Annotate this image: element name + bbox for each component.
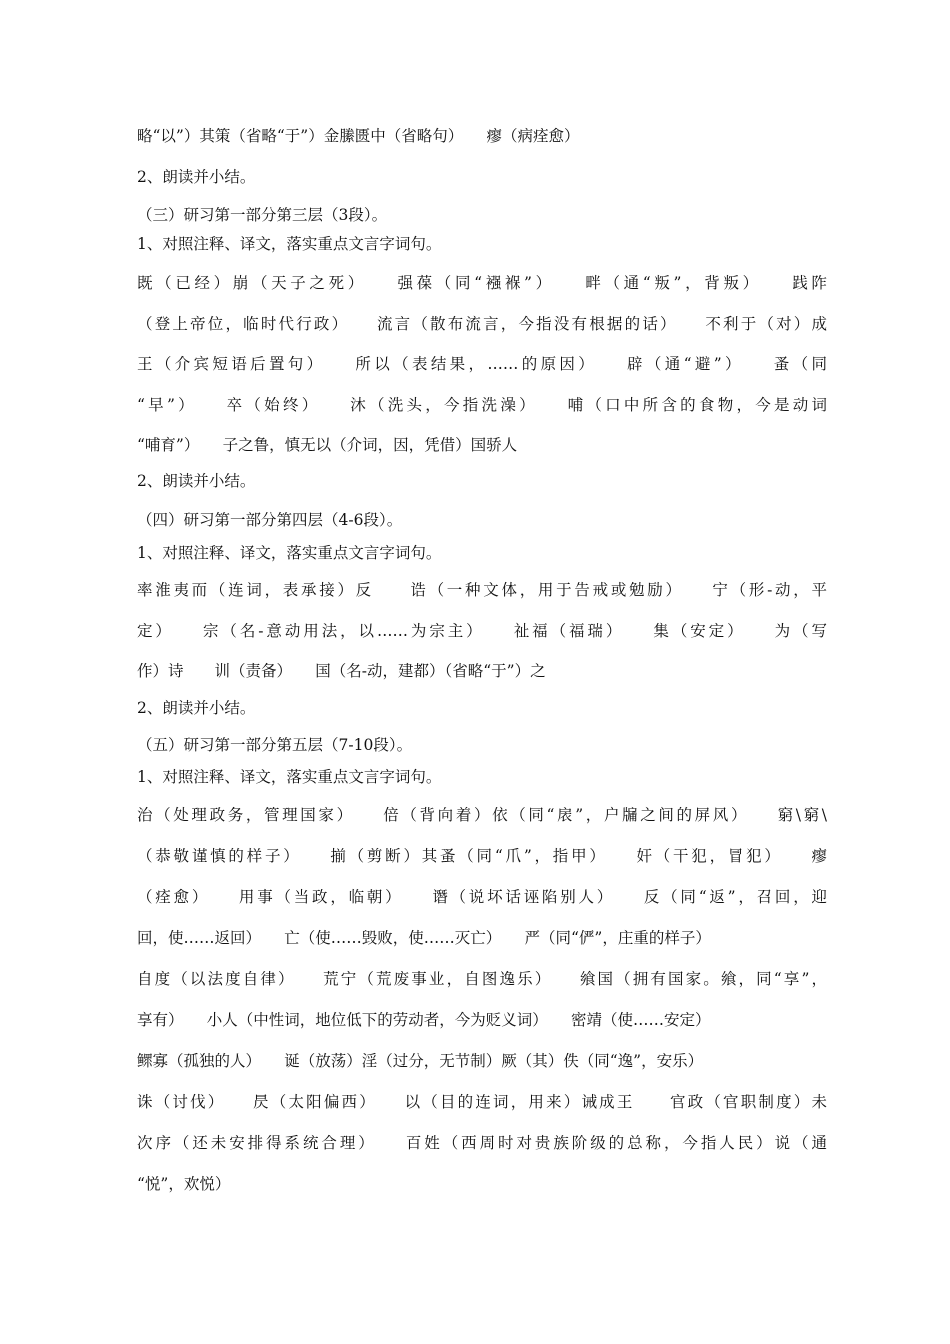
text-line: （登上帝位，临时代行政） 流言（散布流言，今指没有根据的话） 不利于（对）成 [137, 315, 827, 333]
text-line: 作）诗 训（责备） 国（名-动，建都）（省略“于”）之 [137, 662, 546, 680]
text-line: 2、朗读并小结。 [137, 699, 256, 717]
text-line: （痊愈） 用事（当政，临朝） 谮（说坏话诬陷别人） 反（同“返”，召回，迎 [137, 888, 827, 906]
text-line: 1、对照注释、译文，落实重点文言字词句。 [137, 544, 442, 562]
text-line: “早”） 卒（始终） 沐（洗头，今指洗澡） 哺（口中所含的食物，今是动词 [137, 396, 827, 414]
text-line: 2、朗读并小结。 [137, 168, 256, 186]
section-heading: （五）研习第一部分第五层（7-10段）。 [137, 736, 413, 754]
text-line: “哺育”） 子之鲁，慎无以（介词，因，凭借）国骄人 [137, 436, 518, 454]
text-line: 自度（以法度自律） 荒宁（荒废事业，自图逸乐） 飨国（拥有国家。飨，同“享”， [137, 970, 827, 988]
text-line: 2、朗读并小结。 [137, 472, 256, 490]
text-line: 享有） 小人（中性词，地位低下的劳动者，今为贬义词） 密靖（使……安定） [137, 1011, 711, 1029]
text-line: 1、对照注释、译文，落实重点文言字词句。 [137, 235, 442, 253]
text-line: 治（处理政务，管理国家） 倍（背向着）依（同“扆”，户牖之间的屏风） 窮\窮\ [137, 806, 827, 824]
text-line: 定） 宗（名-意动用法，以……为宗主） 祉福（福瑞） 集（安定） 为（写 [137, 622, 827, 640]
text-line: 1、对照注释、译文，落实重点文言字词句。 [137, 768, 442, 786]
text-line: “悦”，欢悦） [137, 1175, 231, 1193]
text-line: 既（已经）崩（天子之死） 强葆（同“襁褓”） 畔（通“叛”，背叛） 践阼 [137, 274, 827, 292]
text-line: 鳏寡（孤独的人） 诞（放荡）淫（过分，无节制）厥（其）佚（同“逸”，安乐） [137, 1052, 704, 1070]
section-heading: （四）研习第一部分第四层（4-6段）。 [137, 511, 403, 529]
text-line: 王（介宾短语后置句） 所以（表结果，……的原因） 辟（通“避”） 蚤（同 [137, 355, 827, 373]
text-line: 略“以”）其策（省略“于”）金縢匮中（省略句） 瘳（病痊愈） [137, 127, 580, 145]
text-line: 诛（讨伐） 昃（太阳偏西） 以（目的连词，用来）诫成王 官政（官职制度）未 [137, 1093, 827, 1111]
text-line: 率淮夷而（连词，表承接）反 诰（一种文体，用于告戒或勉励） 宁（形-动，平 [137, 581, 827, 599]
text-line: 次序（还未安排得系统合理） 百姓（西周时对贵族阶级的总称，今指人民）说（通 [137, 1134, 827, 1152]
section-heading: （三）研习第一部分第三层（3段）。 [137, 206, 388, 224]
text-line: 回，使……返回） 亡（使……毁败，使……灭亡） 严（同“俨”，庄重的样子） [137, 929, 711, 947]
text-line: （恭敬谨慎的样子） 揃（剪断）其蚤（同“爪”，指甲） 奸（干犯，冒犯） 瘳 [137, 847, 827, 865]
